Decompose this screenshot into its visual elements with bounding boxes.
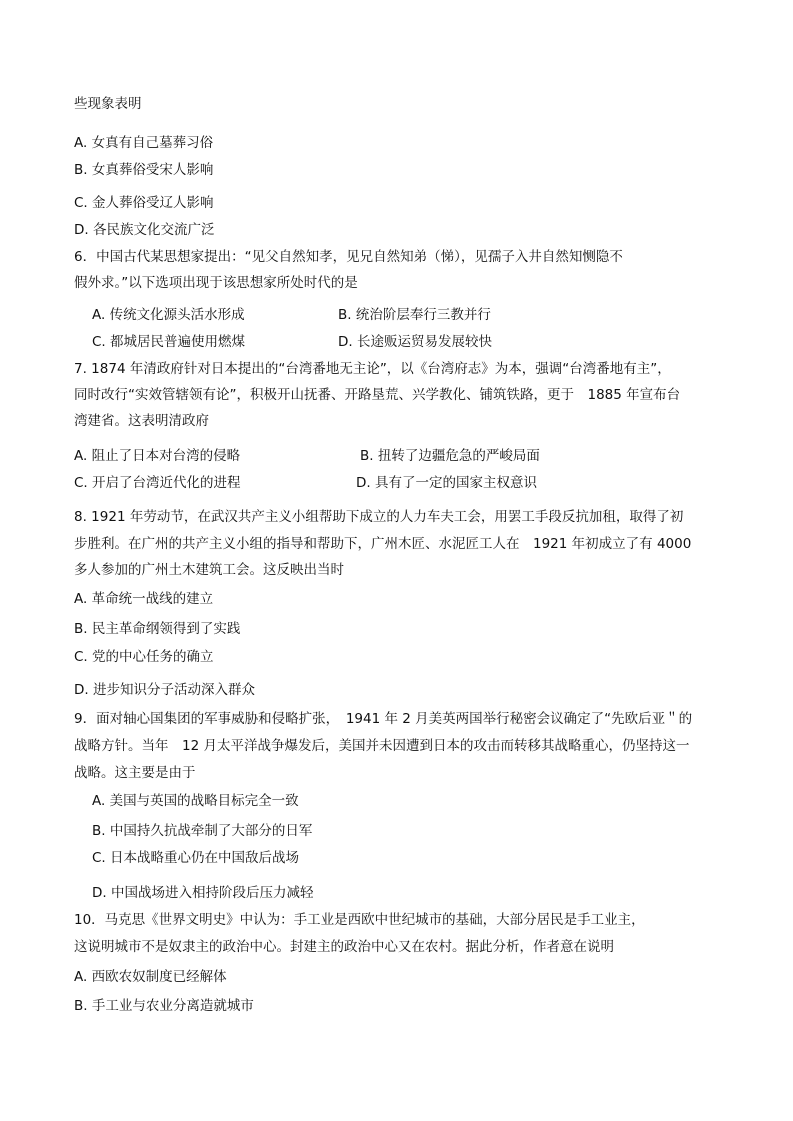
question-7-cont-1: 同时改行“实效管辖领有论”，积极开山抚番、开路垦荒、兴学教化、铺筑铁路，更于 1885 年宣布台 (74, 387, 681, 403)
q10-option-a: A. 西欧农奴制度已经解体 (74, 969, 227, 985)
q7-option-b: B. 扭转了边疆危急的严峻局面 (360, 448, 540, 464)
question-6: 6．中国古代某思想家提出：“见父自然知孝，见兄自然知弟（悌），见孺子入井自然知恻隐不 (74, 249, 623, 265)
option-b: B. 女真葬俗受宋人影响 (74, 162, 214, 178)
q9-option-c: C. 日本战略重心仍在中国敌后战场 (92, 850, 300, 866)
option-c: C. 金人葬俗受辽人影响 (74, 195, 214, 211)
text-line: 些现象表明 (74, 96, 142, 112)
question-9-cont-2: 战略。这主要是由于 (74, 765, 196, 781)
option-a: A. 女真有自己墓葬习俗 (74, 135, 214, 151)
q7-option-a: A. 阻止了日本对台湾的侵略 (74, 448, 241, 464)
q9-option-a: A. 美国与英国的战略目标完全一致 (92, 793, 299, 809)
q6-option-a: A. 传统文化源头活水形成 (92, 307, 245, 323)
question-6-cont: 假外求。”以下选项出现于该思想家所处时代的是 (74, 275, 358, 291)
q8-option-a: A. 革命统一战线的建立 (74, 591, 214, 607)
q8-option-c: C. 党的中心任务的确立 (74, 649, 214, 665)
q10-option-b: B. 手工业与农业分离造就城市 (74, 998, 254, 1014)
q6-option-b: B. 统治阶层奉行三教并行 (338, 307, 491, 323)
q8-option-b: B. 民主革命纲领得到了实践 (74, 621, 241, 637)
question-8: 8. 1921 年劳动节，在武汉共产主义小组帮助下成立的人力车夫工会，用罢工手段反抗加租，取得了初 (74, 509, 684, 525)
question-10: 10．马克思《世界文明史》中认为：手工业是西欧中世纪城市的基础，大部分居民是手工业主， (74, 912, 645, 928)
option-d: D. 各民族文化交流广泛 (74, 222, 215, 238)
q9-option-b: B. 中国持久抗战牵制了大部分的日军 (92, 823, 313, 839)
q7-option-c: C. 开启了台湾近代化的进程 (74, 475, 241, 491)
q6-option-d: D. 长途贩运贸易发展较快 (338, 334, 492, 350)
question-7: 7. 1874 年清政府针对日本提出的“台湾番地无主论”，以《台湾府志》为本，强调“台湾番地有主”， (74, 361, 671, 377)
question-9: 9．面对轴心国集团的军事威胁和侵略扩张， 1941 年 2 月美英两国举行秘密会议确定了“先欧后亚＂的 (74, 711, 693, 727)
q7-option-d: D. 具有了一定的国家主权意识 (356, 475, 537, 491)
question-7-cont-2: 湾建省。这表明清政府 (74, 413, 209, 429)
question-8-cont-2: 多人参加的广州土木建筑工会。这反映出当时 (74, 562, 344, 578)
question-8-cont-1: 步胜利。在广州的共产主义小组的指导和帮助下，广州木匠、水泥匠工人在 1921 年初成立了有 4000 (74, 536, 692, 552)
q8-option-d: D. 进步知识分子活动深入群众 (74, 682, 255, 698)
question-9-cont-1: 战略方针。当年 12 月太平洋战争爆发后，美国并未因遭到日本的攻击而转移其战略重心，仍坚持这一 (74, 738, 690, 754)
q6-option-c: C. 都城居民普遍使用燃煤 (92, 334, 246, 350)
q9-option-d: D. 中国战场进入相持阶段后压力减轻 (92, 885, 314, 901)
question-10-cont: 这说明城市不是奴隶主的政治中心。封建主的政治中心又在农村。据此分析，作者意在说明 (74, 939, 614, 955)
